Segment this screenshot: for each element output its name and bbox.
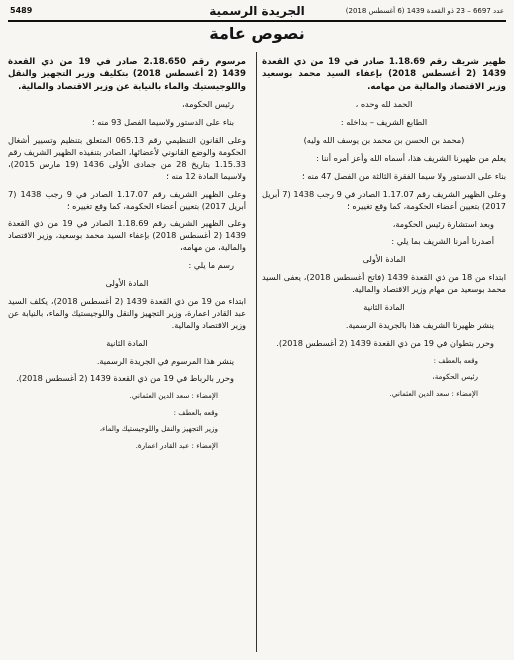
dahir-signature: الإمضاء : سعد الدين العثماني. bbox=[389, 388, 478, 398]
decree-article-2-text: ينشر هذا المرسوم في الجريدة الرسمية. bbox=[96, 355, 234, 366]
dahir-article-2-title: المادة الثانية bbox=[363, 302, 405, 313]
dahir-praise: الحمد لله وحده ، bbox=[355, 99, 413, 110]
dahir-title: ظهير شريف رقم 1.18.69 صادر في 19 من ذي القعدة 1439 (2 أغسطس 2018) بإعفاء السيد محمد بوسعيد وزير الاقتصاد والمالية من مهامه. bbox=[262, 57, 507, 92]
issue-info: عدد 6697 – 23 ذو القعدة 1439 (6 أغسطس 2018) bbox=[345, 7, 504, 15]
decree-title: مرسوم رقم 2.18.650 صادر في 19 من ذي القعدة 1439 (2 أغسطس 2018) بتكليف وزير التجهيز والنقل واللوجيستيك والماء بالنيابة عن وزير الاقتصاد والمالية. bbox=[8, 57, 246, 92]
dahir-article-1-text: ابتداء من 18 من ذي القعدة 1439 (فاتح أغسطس 2018)، يعفى السيد محمد بوسعيد من مهام وزير الاقتصاد والمالية. bbox=[262, 272, 506, 295]
decree-enactment: رسم ما يلي : bbox=[188, 260, 234, 271]
dahir-intro: يعلم من ظهيرنا الشريف هذا، أسماه الله وأعز أمره أننا : bbox=[316, 153, 506, 164]
dahir-column bbox=[262, 56, 506, 405]
column-divider bbox=[256, 52, 257, 652]
dahir-recital: وبعد استشارة رئيس الحكومة، bbox=[392, 218, 494, 229]
decree-recital: وعلى القانون التنظيمي رقم 065.13 المتعلق بتنظيم وتسيير أشغال الحكومة والوضع القانوني لأعضائها، الصادر بتنفيذه الظهير الشريف رقم 1.15.33 بتاريخ 28 من جمادى الأولى 1436 (19 مارس 2015)، ولاسيما المادة 12 منه ؛ bbox=[8, 135, 246, 181]
decree-done-at: وحرر بالرباط في 19 من ذي القعدة 1439 (2 أغسطس 2018). bbox=[16, 373, 234, 384]
decree-article-1-title: المادة الأولى bbox=[105, 278, 149, 289]
decree-minister-signature: الإمضاء : عبد القادر اعمارة. bbox=[135, 440, 218, 450]
dahir-countersign: وقعه بالعطف : bbox=[433, 355, 478, 365]
page-header bbox=[8, 4, 506, 22]
dahir-recital: وعلى الظهير الشريف رقم 1.17.07 الصادر في 9 رجب 1438 (7 أبريل 2017) بتعيين أعضاء الحكومة، كما وقع تغييره ؛ bbox=[262, 188, 507, 211]
section-title: نصوص عامة bbox=[209, 24, 305, 43]
decree-article-1-text: ابتداء من 19 من ذي القعدة 1439 (2 أغسطس 2018)، يكلف السيد عبد القادر اعمارة، وزير التجهيز والنقل واللوجيستيك والماء، بالنيابة عن وزير الاقتصاد والمالية. bbox=[8, 295, 246, 330]
dahir-recital: بناء على الدستور ولا سيما الفقرة الثالثة من الفصل 47 منه ؛ bbox=[302, 170, 506, 181]
dahir-decree: أصدرنا أمرنا الشريف بما يلي : bbox=[391, 236, 494, 247]
gazette-name: الجريدة الرسمية bbox=[209, 4, 305, 18]
dahir-article-1-title: المادة الأولى bbox=[362, 254, 406, 265]
dahir-article-2-text: ينشر ظهيرنا الشريف هذا بالجريدة الرسمية. bbox=[345, 319, 494, 330]
decree-recital: وعلى الظهير الشريف رقم 1.18.69 الصادر في 19 من ذي القعدة 1439 (2 أغسطس 2018) بإعفاء السيد محمد بوسعيد، وزير الاقتصاد والمالية، من مهامه، bbox=[8, 218, 246, 253]
decree-issuer: رئيس الحكومة، bbox=[182, 99, 234, 110]
decree-column bbox=[8, 56, 246, 457]
dahir-seal-name: (محمد بن الحسن بن محمد بن يوسف الله وليه) bbox=[303, 135, 465, 146]
dahir-done-at: وحرر بتطوان في 19 من ذي القعدة 1439 (2 أغسطس 2018). bbox=[276, 337, 494, 348]
decree-recital: بناء على الدستور ولاسيما الفصل 93 منه ؛ bbox=[92, 117, 234, 128]
decree-countersign: وقعه بالعطف : bbox=[173, 407, 218, 417]
dahir-head-of-government: رئيس الحكومة، bbox=[432, 372, 478, 382]
decree-recital: وعلى الظهير الشريف رقم 1.17.07 الصادر في 9 رجب 1438 (7 أبريل 2017) بتعيين أعضاء الحكومة، كما وقع تغييره ؛ bbox=[8, 188, 246, 211]
page-number: 5489 bbox=[10, 6, 33, 15]
decree-minister-title: وزير التجهيز والنقل واللوجيستيك والماء، bbox=[99, 424, 218, 434]
decree-article-2-title: المادة الثانية bbox=[106, 337, 148, 348]
decree-signature: الإمضاء : سعد الدين العثماني. bbox=[129, 391, 218, 401]
dahir-seal: الطابع الشريف – بداخله : bbox=[340, 117, 428, 128]
